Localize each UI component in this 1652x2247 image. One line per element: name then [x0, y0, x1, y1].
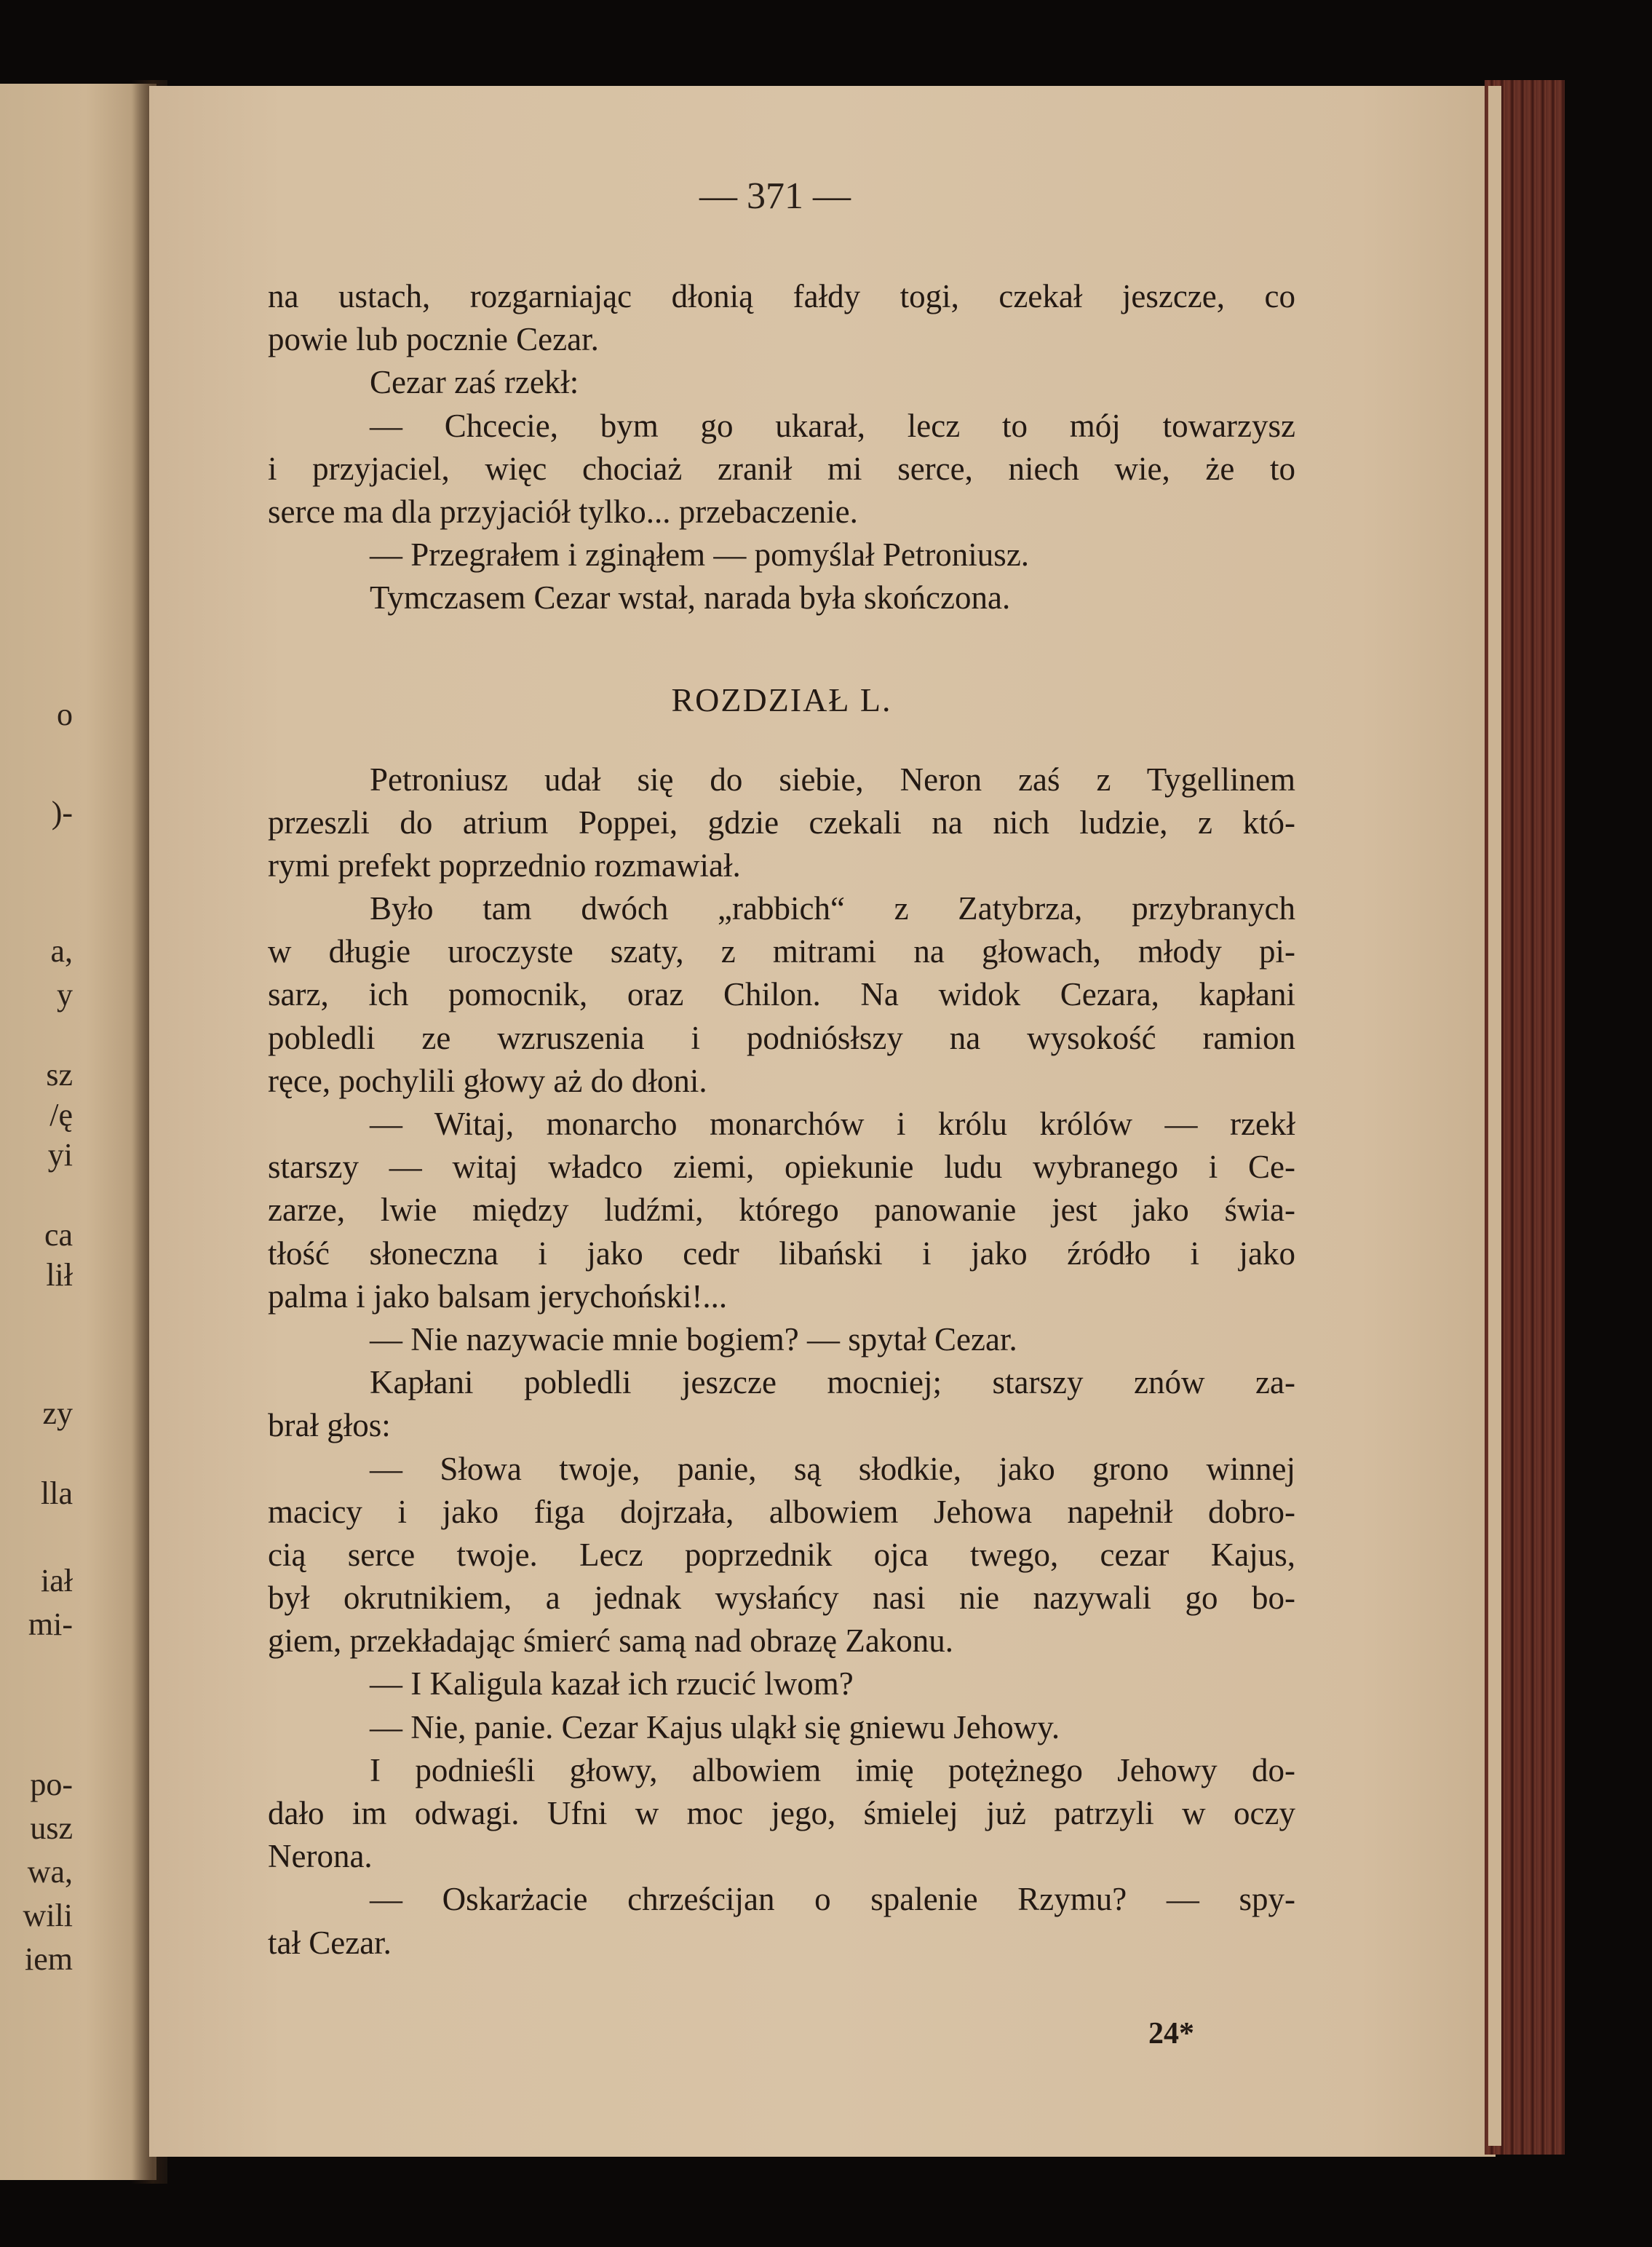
text-line: pobledli ze wzruszenia i podniósłszy na wysokość ramion [268, 1019, 1295, 1056]
text-line: dało im odwagi. Ufni w moc jego, śmielej już patrzyli w oczy [268, 1795, 1295, 1831]
previous-page-fragment: iem [25, 1941, 73, 1977]
paragraph-block-before-heading [268, 275, 1295, 620]
previous-page-fragment: po- [30, 1767, 73, 1802]
text-line: w długie uroczyste szaty, z mitrami na głowach, młody pi- [268, 933, 1295, 970]
previous-page-fragment: y [57, 977, 73, 1012]
text-line: — Chcecie, bym go ukarał, lecz to mój towarzysz [370, 407, 1295, 444]
text-line: Kapłani pobledli jeszcze mocniej; starszy znów za- [370, 1364, 1295, 1401]
text-line: i przyjaciel, więc chociaż zranił mi serce, niech wie, że to [268, 450, 1295, 487]
text-line: był okrutnikiem, a jednak wysłańcy nasi nie nazywali go bo- [268, 1580, 1295, 1617]
text-line: Nerona. [268, 1838, 373, 1875]
chapter-heading: ROZDZIAŁ L. [671, 681, 892, 718]
text-line: zarze, lwie między ludźmi, którego panowanie jest jako świa- [268, 1192, 1295, 1229]
previous-page-fragment: usz [30, 1810, 73, 1846]
text-line: starszy — witaj władco ziemi, opiekunie ludu wybranego i Ce- [268, 1149, 1295, 1186]
text-line: — Oskarżacie chrześcijan o spalenie Rzymu? — spy- [370, 1881, 1295, 1918]
previous-page-fragment: )- [51, 795, 73, 831]
text-line: — Nie, panie. Cezar Kajus uląkł się gniewu Jehowy. [370, 1708, 1060, 1745]
text-line: — Przegrałem i zginąłem — pomyślał Petroniusz. [370, 536, 1030, 574]
text-line: — Nie nazywacie mnie bogiem? — spytał Cezar. [370, 1320, 1017, 1358]
previous-page-fragment: iał [41, 1563, 73, 1598]
text-line: I podnieśli głowy, albowiem imię potężnego Jehowy do- [370, 1751, 1295, 1788]
text-line: powie lub pocznie Cezar. [268, 321, 599, 358]
paragraph-block-after-heading [268, 758, 1295, 1965]
previous-page-fragment: sz [46, 1057, 73, 1093]
text-line: ręce, pochylili głowy aż do dłoni. [268, 1062, 707, 1099]
text-line: Tymczasem Cezar wstał, narada była skończona. [370, 579, 1011, 617]
text-line: — I Kaligula kazał ich rzucić lwom? [370, 1665, 854, 1703]
page-number: — 371 — [699, 175, 851, 217]
previous-page-fragment: /ę [49, 1097, 73, 1133]
text-line: serce ma dla przyjaciół tylko... przebaczenie. [268, 493, 858, 530]
text-line: tłość słoneczna i jako cedr libański i jako źródło i jako [268, 1235, 1295, 1272]
text-line: — Słowa twoje, panie, są słodkie, jako grono winnej [370, 1450, 1295, 1487]
previous-page-fragment: lla [41, 1475, 73, 1511]
previous-page-fragment: a, [50, 933, 73, 969]
text-line: rymi prefekt poprzednio rozmawiał. [268, 847, 741, 884]
text-line: cią serce twoje. Lecz poprzednik ojca twego, cezar Kajus, [268, 1536, 1295, 1573]
previous-page-fragment: lił [46, 1257, 73, 1293]
text-line: giem, przekładając śmierć samą nad obrazę Zakonu. [268, 1622, 954, 1660]
text-line: tał Cezar. [268, 1924, 392, 1961]
previous-page-fragment: ca [44, 1217, 73, 1253]
previous-page-fragment: mi- [28, 1606, 73, 1642]
previous-page-fragment: o [57, 697, 73, 732]
page-body-text [268, 275, 1295, 1965]
previous-page-fragment: wa, [27, 1854, 73, 1890]
text-line: brał głos: [268, 1407, 391, 1444]
text-line: Było tam dwóch „rabbich“ z Zatybrza, przybranych [370, 890, 1295, 927]
text-line: przeszli do atrium Poppei, gdzie czekali na nich ludzie, z któ- [268, 804, 1295, 841]
text-line: — Witaj, monarcho monarchów i królu królów — rzekł [370, 1106, 1295, 1142]
text-line: palma i jako balsam jerychoński!... [268, 1277, 728, 1315]
text-line: Cezar zaś rzekł: [370, 364, 579, 401]
previous-page-fragment: yi [47, 1137, 73, 1173]
text-line: na ustach, rozgarniając dłonią fałdy togi, czekał jeszcze, co [268, 278, 1295, 314]
previous-page-fragment: zy [42, 1395, 73, 1431]
text-line: macicy i jako figa dojrzała, albowiem Jehowa napełnił dobro- [268, 1493, 1295, 1530]
page-edge-paper [1488, 86, 1501, 2146]
printer-signature-mark: 24* [1148, 2017, 1194, 2050]
text-line: sarz, ich pomocnik, oraz Chilon. Na widok Cezara, kapłani [268, 976, 1295, 1013]
text-line: Petroniusz udał się do siebie, Neron zaś z Tygellinem [370, 761, 1295, 798]
previous-page-fragment: wili [23, 1898, 73, 1933]
